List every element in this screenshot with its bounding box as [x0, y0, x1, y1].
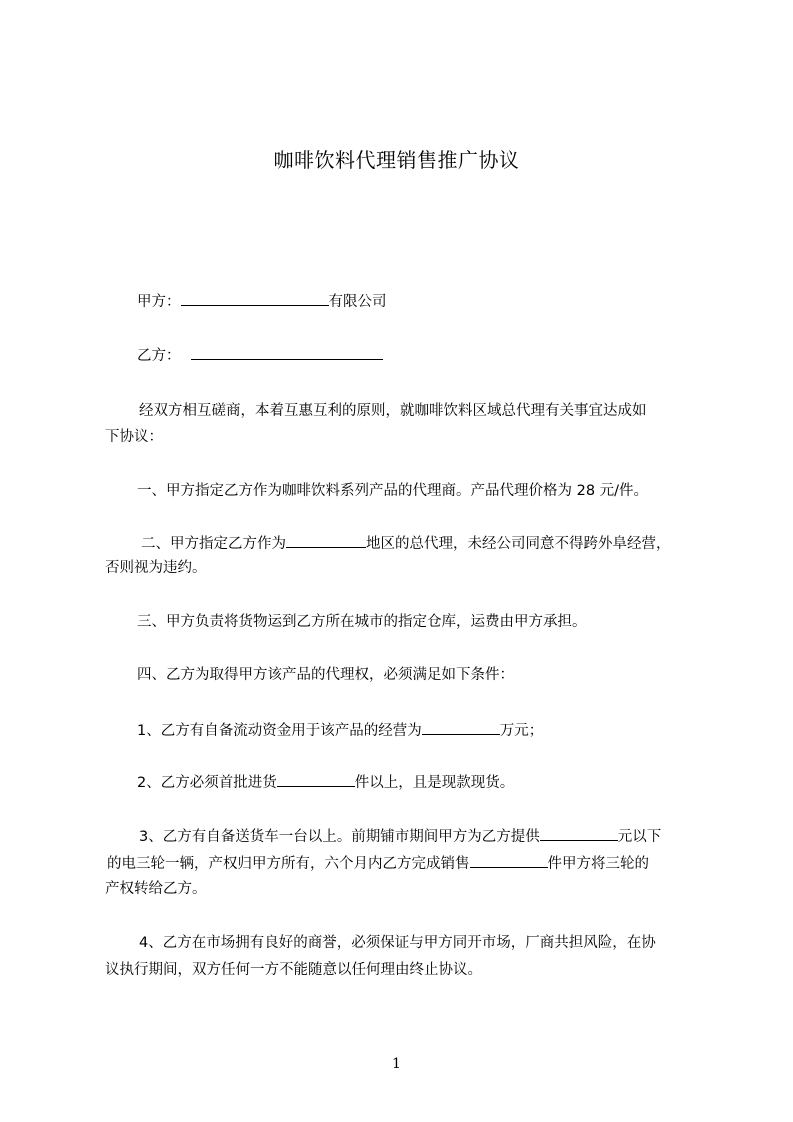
page-title: 咖啡饮料代理销售推广协议 — [273, 148, 520, 172]
party-b-label: 乙方： — [137, 348, 181, 364]
condition-1-suffix: 万元； — [499, 723, 544, 739]
first-order-blank — [277, 772, 355, 787]
clause-1: 一、甲方指定乙方作为咖啡饮料系列产品的代理商。产品代理价格为 28 元/件。 — [137, 483, 649, 499]
party-b-line — [137, 345, 383, 366]
condition-3-line-1 — [139, 826, 661, 847]
party-a-suffix: 有限公司 — [328, 294, 387, 310]
condition-4-line-1: 4、乙方在市场拥有良好的商誉，必须保证与甲方同开市场，厂商共担风险，在协 — [139, 935, 656, 951]
party-a-name-blank — [181, 291, 329, 306]
condition-2-suffix: 件以上，且是现款现货。 — [354, 775, 515, 791]
clause-2-line-2: 否则视为违约。 — [105, 560, 207, 576]
condition-3-suffix: 元以下 — [617, 829, 662, 845]
condition-3-prefix: 3、乙方有自备送货车一台以上。前期铺市期间甲方为乙方提供 — [139, 829, 540, 845]
condition-4-line-2: 议执行期间，双方任何一方不能随意以任何理由终止协议。 — [105, 962, 482, 978]
condition-2-prefix: 2、乙方必须首批进货 — [137, 775, 277, 791]
party-a-label: 甲方： — [137, 294, 181, 310]
condition-3-line-2-suffix: 件甲方将三轮的 — [547, 856, 649, 872]
sales-target-blank — [470, 853, 548, 868]
clause-2-prefix: 二、甲方指定乙方作为 — [141, 536, 286, 552]
condition-3-line-2-prefix: 的电三轮一辆，产权归甲方所有，六个月内乙方完成销售 — [107, 856, 470, 872]
condition-3-line-3: 产权转给乙方。 — [105, 881, 207, 897]
page-number: 1 — [392, 1056, 401, 1072]
party-a-line — [137, 291, 387, 312]
party-b-name-blank — [191, 345, 383, 360]
capital-blank — [422, 720, 500, 735]
region-blank — [286, 533, 366, 548]
clause-3: 三、甲方负责将货物运到乙方所在城市的指定仓库，运费由甲方承担。 — [137, 614, 587, 630]
condition-2 — [137, 772, 514, 793]
intro-line-1: 经双方相互磋商，本着互惠互利的原则，就咖啡饮料区域总代理有关事宜达成如 — [139, 403, 647, 419]
clause-4: 四、乙方为取得甲方该产品的代理权，必须满足如下条件： — [137, 667, 514, 683]
clause-2-line-1 — [141, 533, 671, 554]
intro-line-2: 下协议： — [105, 429, 163, 445]
condition-3-line-2 — [107, 853, 649, 874]
tricycle-value-blank — [540, 826, 618, 841]
condition-1 — [137, 720, 543, 741]
clause-2-suffix: 地区的总代理，未经公司同意不得跨外阜经营， — [366, 536, 671, 552]
condition-1-prefix: 1、乙方有自备流动资金用于该产品的经营为 — [137, 723, 422, 739]
